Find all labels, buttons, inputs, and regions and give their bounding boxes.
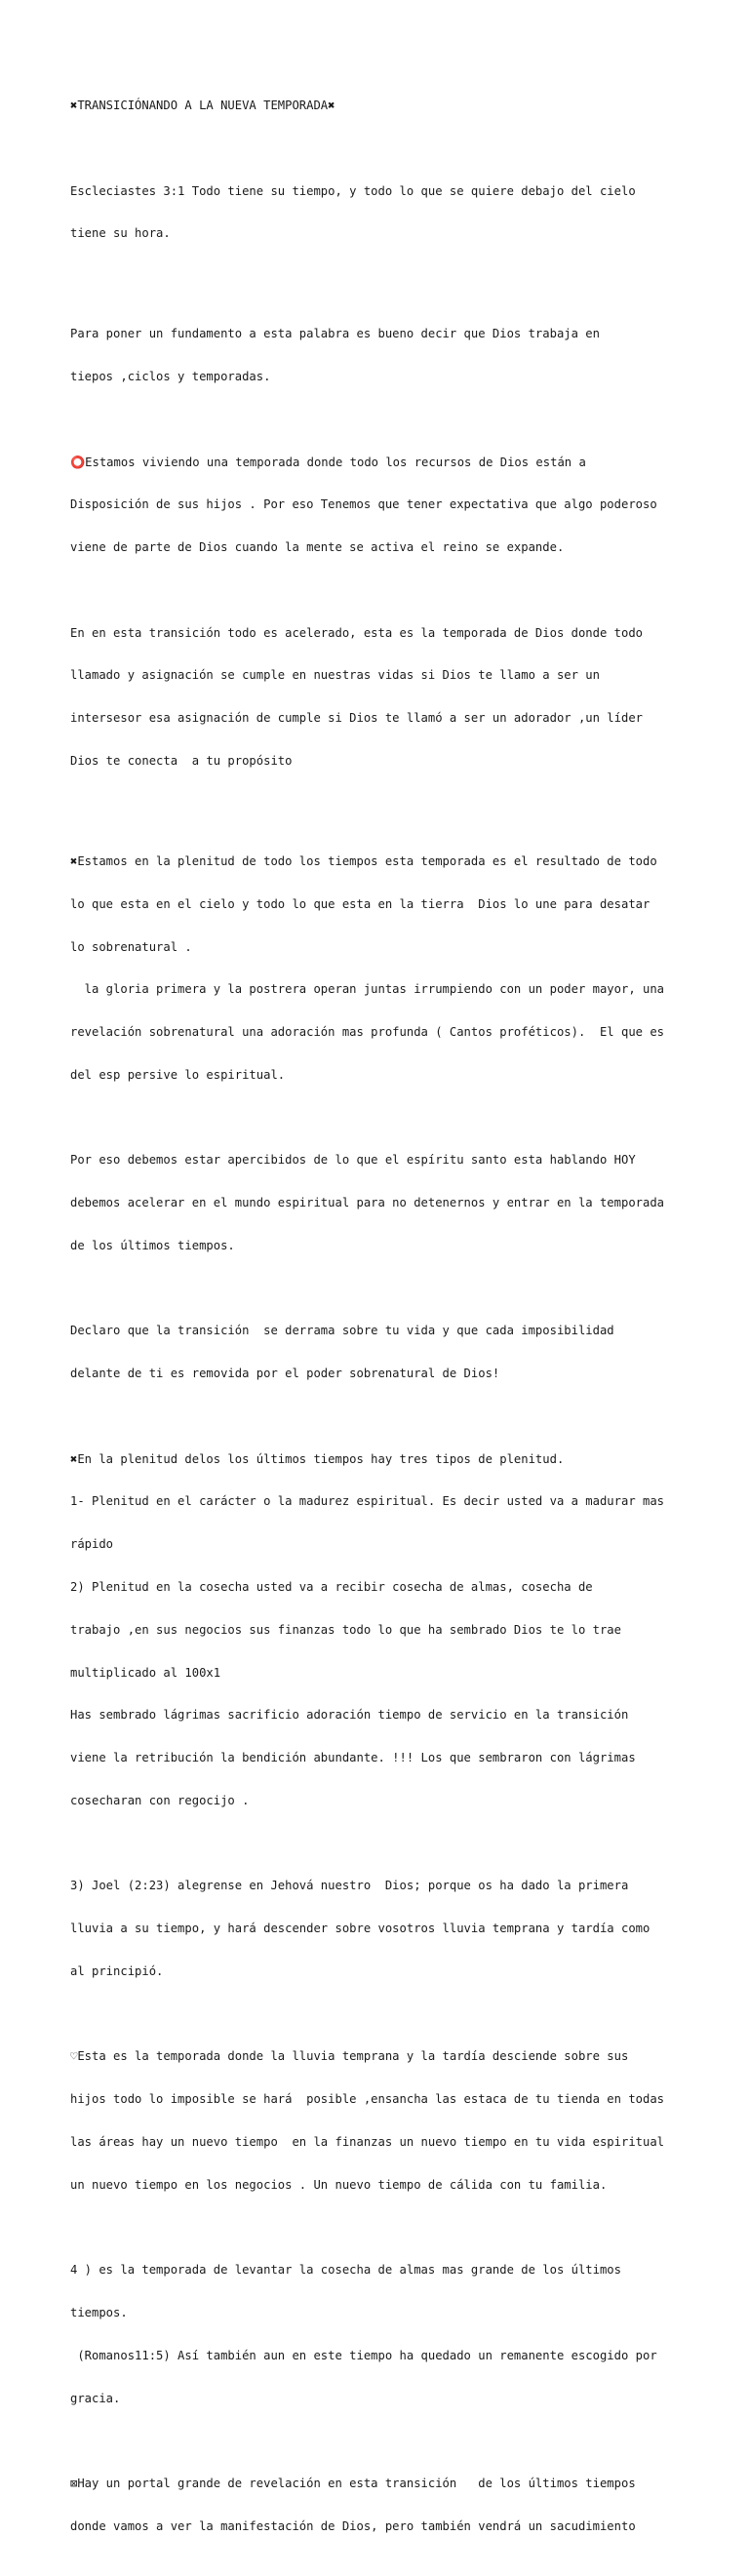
document-page	[70, 70, 685, 2576]
document-title: ✖TRANSICIÓNANDO A LA NUEVA TEMPORADA✖	[70, 99, 335, 113]
paragraph-joel: 3) Joel (2:23) alegrense en Jehová nuestro Dios; porque os ha dado la primera lluvia a su tiempo, y hará descender sobre vosotros lluvia temprana y tardía como al principió.	[70, 1879, 650, 1978]
paragraph-transicion: En en esta transición todo es acelerado, esta es la temporada de Dios donde todo llamado y asignación se cumple en nuestras vidas si Dios te llamo a ser un intersesor esa asignación de cumple si Dios te llamó a ser un adorador ,un líder Dios te conecta a tu propósito	[70, 625, 643, 769]
paragraph-verse: Escleciastes 3:1 Todo tiene su tiempo, y todo lo que se quiere debajo del cielo tiene su hora.	[70, 183, 636, 241]
paragraph-lluvia: ♡Esta es la temporada donde la lluvia temprana y la tardía desciende sobre sus hijos todo lo imposible se hará posible ,ensancha las estaca de tu tienda en todas las áreas hay un nuevo tiempo en la finanzas un nuevo tiempo en tu vida espiritual un nuevo tiempo en los negocios . Un nuevo tiempo de cálida con tu familia.	[70, 2049, 665, 2192]
paragraph-cosecha: 4 ) es la temporada de levantar la cosecha de almas mas grande de los últimos tiempos. (Romanos11:5) Así también aun en este tiempo ha quedado un remanente escogido por gracia.	[70, 2263, 657, 2405]
paragraph-temporada: ⭕Estamos viviendo una temporada donde todo los recursos de Dios están a Disposición de sus hijos . Por eso Tenemos que tener expectativa que algo poderoso viene de parte de Dios cuando la mente se activa el reino se expande.	[70, 455, 657, 555]
paragraph-tres-plenitudes: ✖En la plenitud delos los últimos tiempos hay tres tipos de plenitud. 1- Plenitud en el carácter o la madurez espiritual. Es decir usted va a madurar mas rápido 2) Plenitud en la cosecha usted va a recibir cosecha de almas, cosecha de trabajo ,en sus negocios sus finanzas todo lo que ha sembrado Dios te lo trae multiplicado al 100x1 Has sembrado lágrimas sacrificio adoración tiempo de servicio en la transición viene la retribución la bendición abundante. !!! Los que sembraron con lágrimas cosecharan con regocijo .	[70, 1451, 665, 1807]
paragraph-fundamento: Para poner un fundamento a esta palabra es bueno decir que Dios trabaja en tiepos ,ciclos y temporadas.	[70, 327, 600, 384]
paragraph-apercibidos: Por eso debemos estar apercibidos de lo que el espíritu santo esta hablando HOY debemos acelerar en el mundo espiritual para no detenernos y entrar en la temporada de los últimos tiempos.	[70, 1153, 665, 1252]
paragraph-portal: ⊠Hay un portal grande de revelación en esta transición de los últimos tiempos donde vamos a ver la manifestación de Dios, pero también vendrá un sacudimiento	[70, 2477, 636, 2533]
paragraph-declaro: Declaro que la transición se derrama sobre tu vida y que cada imposibilidad delante de ti es removida por el poder sobrenatural de Dios!	[70, 1324, 614, 1381]
paragraph-plenitud: ✖Estamos en la plenitud de todo los tiempos esta temporada es el resultado de todo lo que esta en el cielo y todo lo que esta en la tierra Dios lo une para desatar lo sobrenatural . la gloria primera y la postrera operan juntas irrumpiendo con un poder mayor, una revelación sobrenatural una adoración mas profunda ( Cantos proféticos). El que es del esp persive lo espiritual.	[70, 854, 665, 1082]
